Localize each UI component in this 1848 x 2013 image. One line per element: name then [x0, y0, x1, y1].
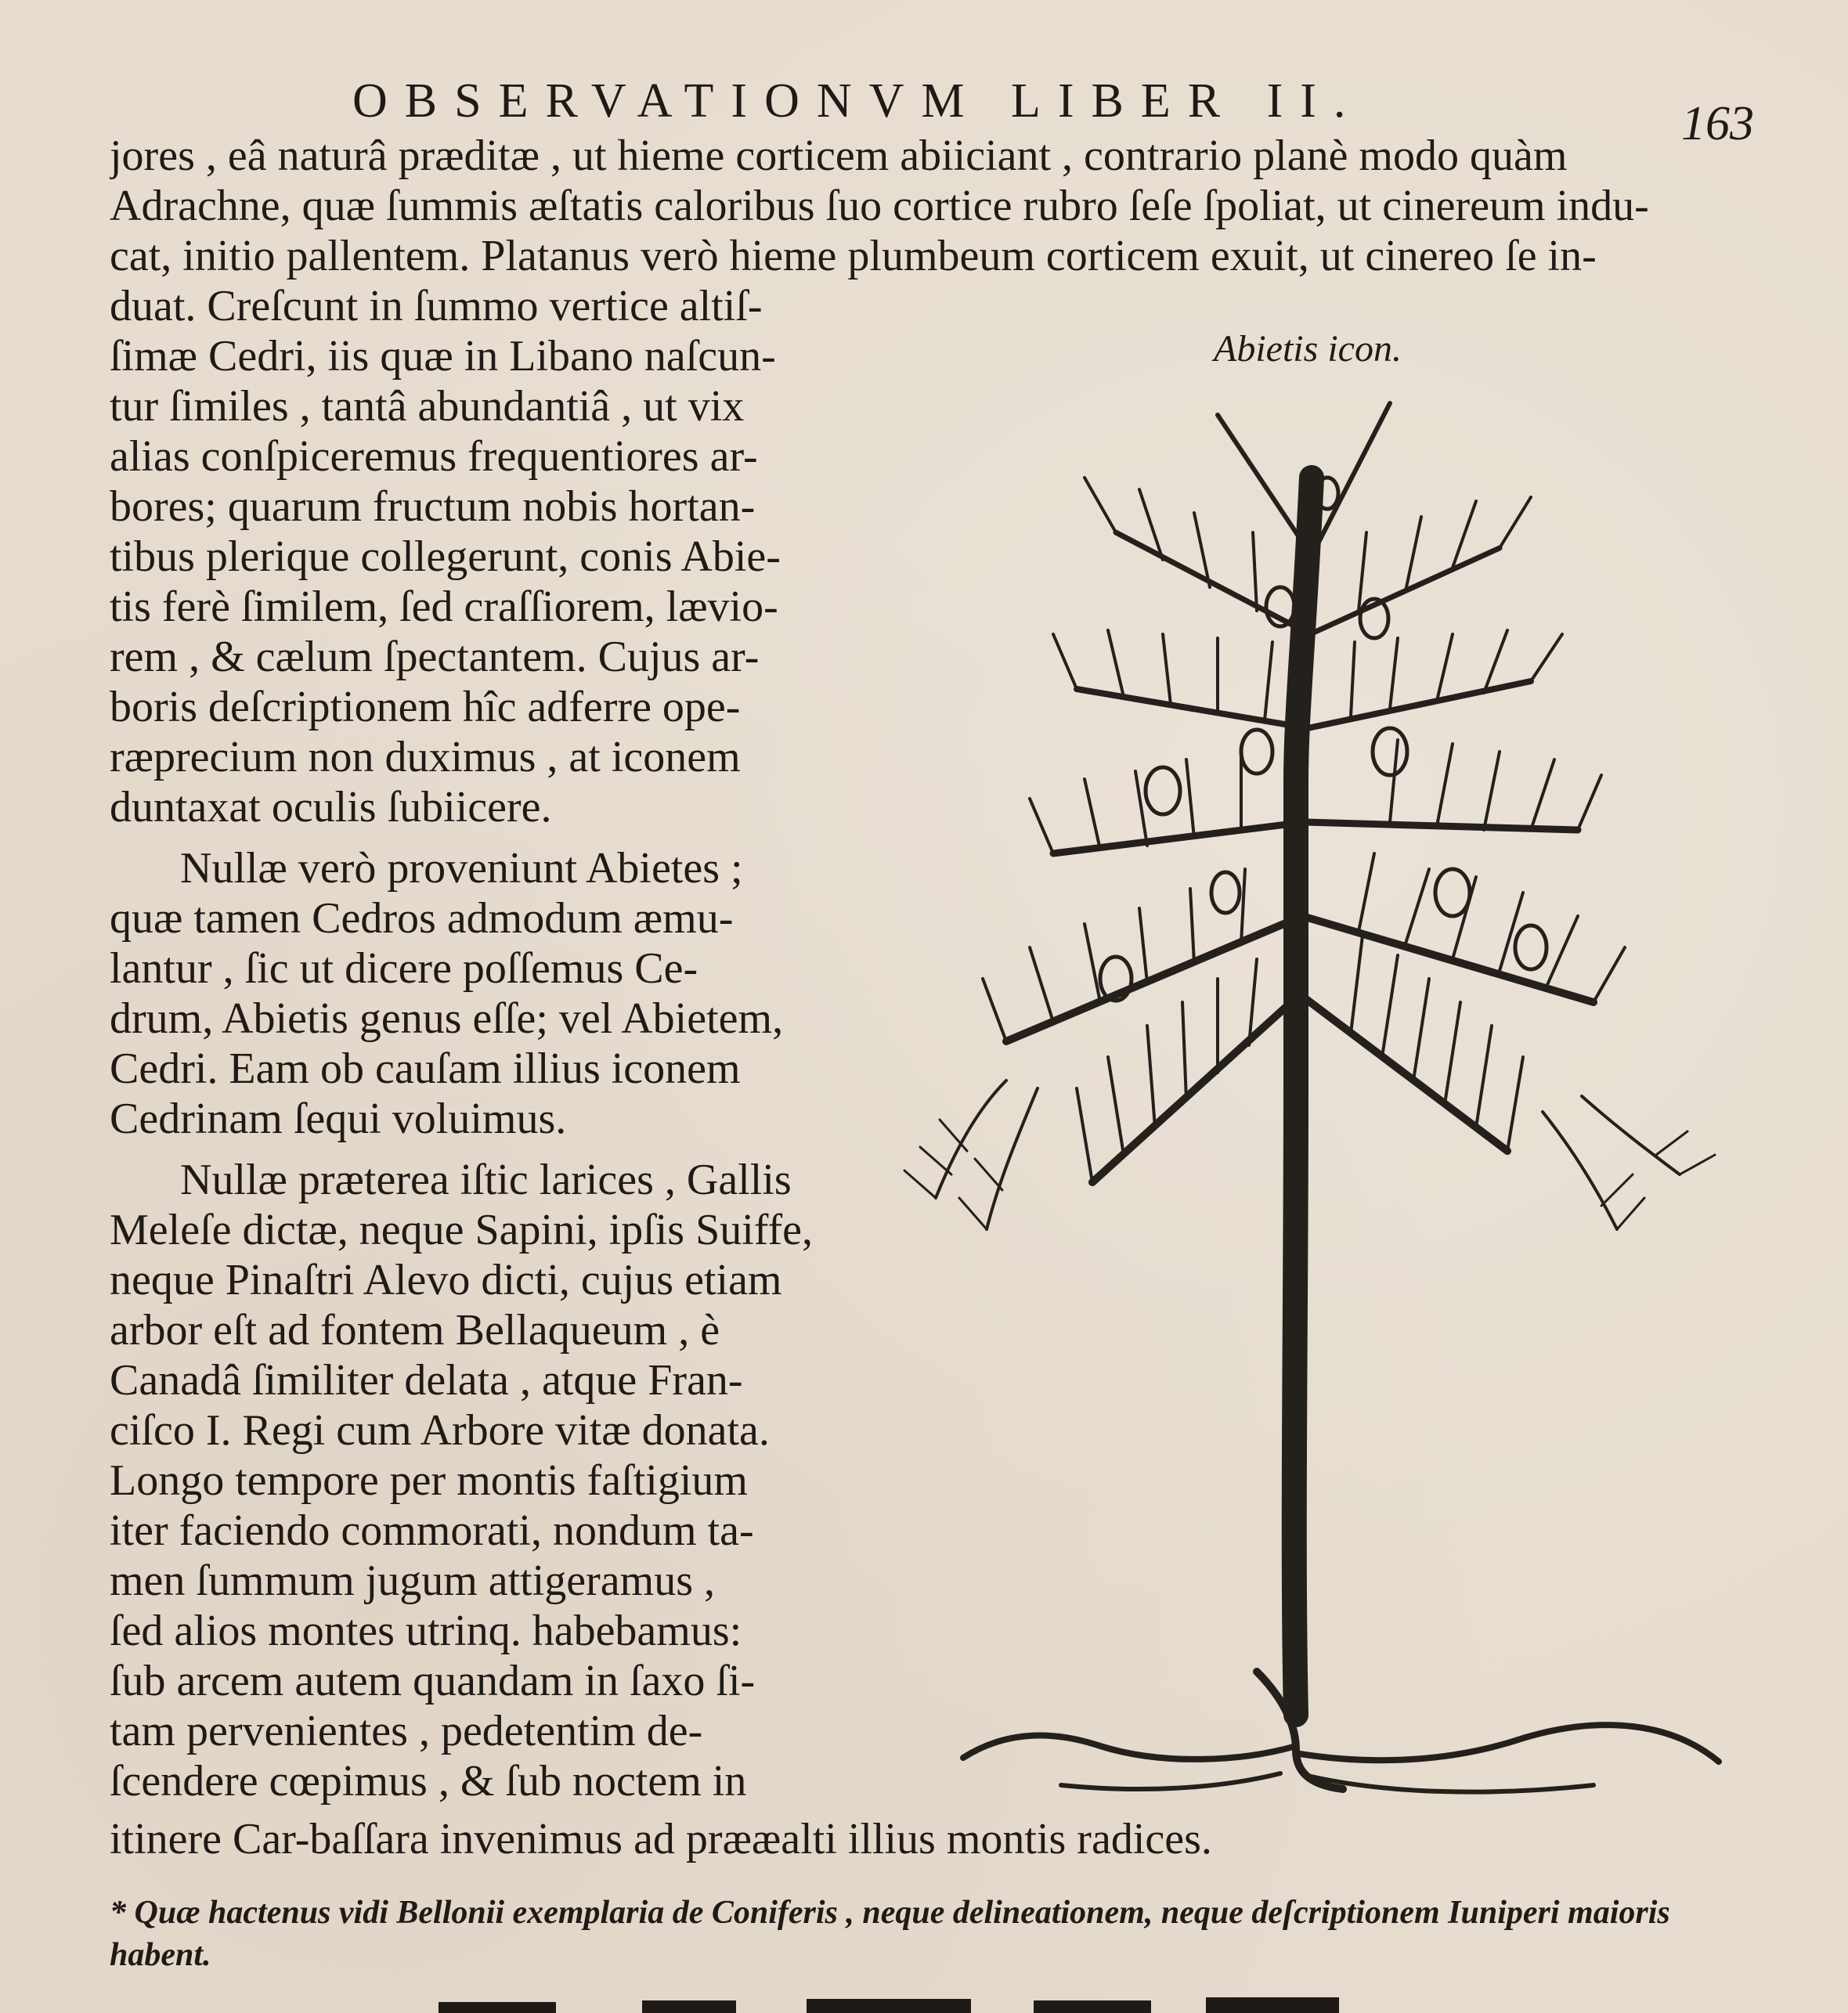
text-line-19: Cedri. Eam ob cauſam illius iconem: [110, 1044, 741, 1093]
text-line-6: tur ſimiles , tantâ abundantiâ , ut vix: [110, 382, 745, 431]
text-line-31: ſub arcem autem quandam in ſaxo ſi-: [110, 1657, 756, 1705]
text-line-9: tibus plerique collegerunt, conis Abie-: [110, 532, 781, 581]
text-line-32: tam pervenientes , pedetentim de-: [110, 1707, 703, 1755]
text-line-20: Cedrinam ſequi voluimus.: [110, 1095, 567, 1143]
text-line-27: Longo tempore per montis faſtigium: [110, 1456, 748, 1505]
running-header: OBSERVATIONVM LIBER II.: [352, 74, 1363, 128]
text-line-23: neque Pinaſtri Alevo dicti, cujus etiam: [110, 1256, 782, 1304]
text-line-29: men ſummum jugum attigeramus ,: [110, 1557, 716, 1605]
text-line-33: ſcendere cœpimus , & ſub noctem in: [110, 1757, 747, 1806]
text-line-2: Adrachne, quæ ſummis æſtatis caloribus ſuo cortice rubro ſeſe ſpoliat, ut cinereum indu-: [110, 182, 1649, 230]
text-line-26: ciſco I. Regi cum Arbore vitæ donata.: [110, 1406, 770, 1455]
text-line-24: arbor eſt ad fontem Bellaqueum , è: [110, 1306, 720, 1355]
text-line-21: Nullæ præterea iſtic larices , Gallis: [180, 1156, 792, 1204]
text-line-13: ræprecium non duximus , at iconem: [110, 733, 741, 781]
cut-off-next-line: [439, 1982, 1456, 2013]
text-line-25: Canadâ ſimiliter delata , atque Fran-: [110, 1356, 743, 1405]
text-line-17: lantur , ſic ut dicere poſſemus Ce-: [110, 944, 698, 993]
text-line-1: jores , eâ naturâ præditæ , ut hieme corticem abiiciant , contrario planè modo quàm: [110, 132, 1568, 180]
text-line-3: cat, initio pallentem. Platanus verò hieme plumbeum corticem exuit, ut cinereo ſe in-: [110, 232, 1597, 280]
text-line-8: bores; quarum fructum nobis hortan-: [110, 482, 756, 531]
tree-illustration: [889, 384, 1762, 1813]
text-line-11: rem , & cælum ſpectantem. Cujus ar-: [110, 633, 760, 681]
footnote-line-2: habent.: [110, 1937, 211, 1973]
text-line-18: drum, Abietis genus eſſe; vel Abietem,: [110, 994, 784, 1043]
text-line-14: duntaxat oculis ſubiicere.: [110, 783, 552, 832]
text-line-30: ſed alios montes utrinq. habebamus:: [110, 1607, 742, 1655]
text-line-34: itinere Car-baſſara invenimus ad prææalti illius montis radices.: [110, 1815, 1212, 1863]
text-line-16: quæ tamen Cedros admodum æmu-: [110, 894, 734, 943]
text-line-5: ſimæ Cedri, iis quæ in Libano naſcun-: [110, 332, 776, 381]
footnote-line-1: * Quæ hactenus vidi Bellonii exemplaria de Coniferis , neque delineationem, neque deſcriptionem Iuniperi maioris: [110, 1895, 1670, 1931]
text-line-7: alias conſpiceremus frequentiores ar-: [110, 432, 758, 481]
text-line-4: duat. Creſcunt in ſummo vertice altiſ-: [110, 282, 763, 330]
text-line-10: tis ferè ſimilem, ſed craſſiorem, lævio-: [110, 583, 778, 631]
text-line-22: Meleſe dictæ, neque Sapini, ipſis Suiffe,: [110, 1206, 813, 1254]
page-number: 163: [1681, 97, 1754, 150]
text-line-28: iter faciendo commorati, nondum ta-: [110, 1506, 754, 1555]
text-line-12: boris deſcriptionem hîc adferre ope-: [110, 683, 741, 731]
text-line-15: Nullæ verò proveniunt Abietes ;: [180, 844, 743, 893]
illustration-caption: Abietis icon.: [1214, 328, 1402, 370]
